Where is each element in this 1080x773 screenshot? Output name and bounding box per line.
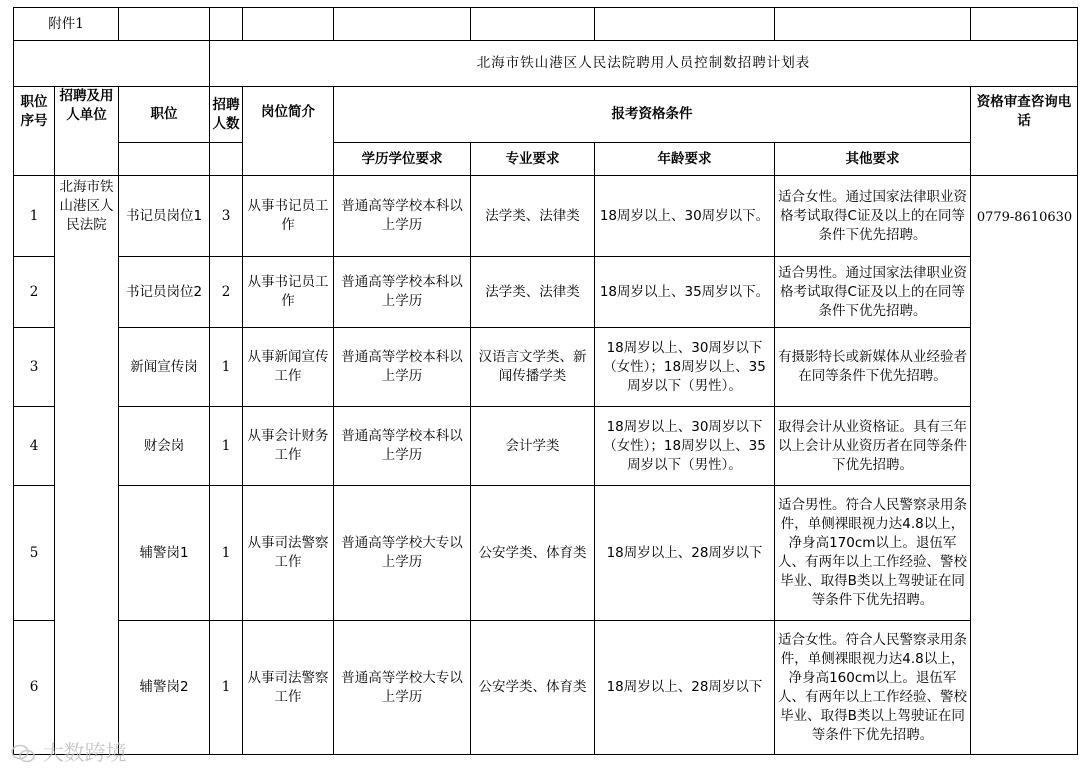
- row-age: 18周岁以上、30周岁以下。: [595, 176, 775, 257]
- empty-cell: [243, 8, 334, 41]
- title-spacer: [14, 41, 210, 87]
- row-age: 18周岁以上、28周岁以下: [595, 621, 775, 755]
- row-seq: 3: [14, 328, 55, 407]
- header-other: 其他要求: [775, 143, 971, 176]
- watermark: [10, 737, 127, 767]
- row-count: 3: [210, 176, 243, 257]
- header-age: 年龄要求: [595, 143, 775, 176]
- row-education: 普通高等学校大专以上学历: [334, 621, 471, 755]
- row-major: 汉语言文学类、新闻传播学类: [471, 328, 595, 407]
- empty-cell: [971, 8, 1078, 41]
- row-age: 18周岁以上、28周岁以下: [595, 486, 775, 621]
- row-seq: 5: [14, 486, 55, 621]
- table-row: [14, 257, 1078, 328]
- unit-name: 北海市铁山港区人民法院: [55, 176, 119, 755]
- empty-cell: [119, 143, 210, 176]
- row-education: 普通高等学校本科以上学历: [334, 257, 471, 328]
- empty-cell: [210, 143, 243, 176]
- table-row: [14, 176, 1078, 257]
- header-count: 招聘人数: [210, 87, 243, 143]
- header-education: 学历学位要求: [334, 143, 471, 176]
- header-major: 专业要求: [471, 143, 595, 176]
- table-row: [14, 407, 1078, 486]
- empty-cell: [210, 8, 243, 41]
- empty-cell: [595, 8, 775, 41]
- table-row: [14, 621, 1078, 755]
- row-other: 取得会计从业资格证。具有三年以上会计从业资历者在同等条件下优先招聘。: [775, 407, 971, 486]
- row-seq: 4: [14, 407, 55, 486]
- recruitment-plan-table: [13, 7, 1078, 755]
- row-intro: 从事新闻宣传工作: [243, 328, 334, 407]
- row-position: 辅警岗2: [119, 621, 210, 755]
- chat-bubble-icon: [10, 743, 36, 765]
- header-phone: 资格审查咨询电话: [971, 87, 1078, 176]
- row-count: 1: [210, 407, 243, 486]
- row-major: 公安学类、体育类: [471, 621, 595, 755]
- table-row: [14, 328, 1078, 407]
- row-education: 普通高等学校本科以上学历: [334, 407, 471, 486]
- row-intro: 从事司法警察工作: [243, 621, 334, 755]
- empty-cell: [334, 8, 471, 41]
- header-seq: 职位序号: [14, 87, 55, 176]
- row-other: 适合男性。通过国家法律职业资格考试取得C证及以上的在同等条件下优先招聘。: [775, 257, 971, 328]
- empty-cell: [119, 8, 210, 41]
- row-position: 书记员岗位2: [119, 257, 210, 328]
- header-conditions: 报考资格条件: [334, 87, 971, 143]
- row-intro: 从事会计财务工作: [243, 407, 334, 486]
- row-intro: 从事书记员工作: [243, 176, 334, 257]
- row-age: 18周岁以上、30周岁以下（女性）；18周岁以上、35周岁以下（男性）。: [595, 407, 775, 486]
- row-seq: 6: [14, 621, 55, 755]
- row-other: 适合男性。符合人民警察录用条件，单侧裸眼视力达4.8以上，净身高170cm以上。退伍军人、有两年以上工作经验、警校毕业、取得B类以上驾驶证在同等条件下优先招聘。: [775, 486, 971, 621]
- row-position: 书记员岗位1: [119, 176, 210, 257]
- header-position: 职位: [119, 87, 210, 143]
- watermark-text: 大数跨境: [42, 741, 127, 765]
- row-seq: 2: [14, 257, 55, 328]
- page-title: 北海市铁山港区人民法院聘用人员控制数招聘计划表: [210, 41, 1078, 87]
- row-count: 1: [210, 621, 243, 755]
- row-education: 普通高等学校大专以上学历: [334, 486, 471, 621]
- row-education: 普通高等学校本科以上学历: [334, 328, 471, 407]
- row-intro: 从事司法警察工作: [243, 486, 334, 621]
- row-seq: 1: [14, 176, 55, 257]
- row-position: 财会岗: [119, 407, 210, 486]
- row-count: 2: [210, 257, 243, 328]
- annex-label: 附件1: [14, 8, 119, 41]
- row-major: 公安学类、体育类: [471, 486, 595, 621]
- row-other: 有摄影特长或新媒体从业经验者在同等条件下优先招聘。: [775, 328, 971, 407]
- row-other: 适合女性。通过国家法律职业资格考试取得C证及以上的在同等条件下优先招聘。: [775, 176, 971, 257]
- row-major: 会计学类: [471, 407, 595, 486]
- row-age: 18周岁以上、35周岁以下。: [595, 257, 775, 328]
- row-position: 新闻宣传岗: [119, 328, 210, 407]
- row-education: 普通高等学校本科以上学历: [334, 176, 471, 257]
- table-row: [14, 486, 1078, 621]
- row-other: 适合女性。符合人民警察录用条件，单侧裸眼视力达4.8以上，净身高160cm以上。退伍军人、有两年以上工作经验、警校毕业、取得B类以上驾驶证在同等条件下优先招聘。: [775, 621, 971, 755]
- empty-cell: [775, 8, 971, 41]
- row-major: 法学类、法律类: [471, 176, 595, 257]
- header-intro: 岗位简介: [243, 87, 334, 176]
- row-major: 法学类、法律类: [471, 257, 595, 328]
- header-unit: 招聘及用人单位: [55, 87, 119, 176]
- empty-cell: [471, 8, 595, 41]
- row-age: 18周岁以上、30周岁以下（女性）；18周岁以上、35周岁以下（男性）。: [595, 328, 775, 407]
- row-count: 1: [210, 328, 243, 407]
- row-position: 辅警岗1: [119, 486, 210, 621]
- row-intro: 从事书记员工作: [243, 257, 334, 328]
- phone-number: 0779-8610630: [971, 176, 1078, 755]
- row-count: 1: [210, 486, 243, 621]
